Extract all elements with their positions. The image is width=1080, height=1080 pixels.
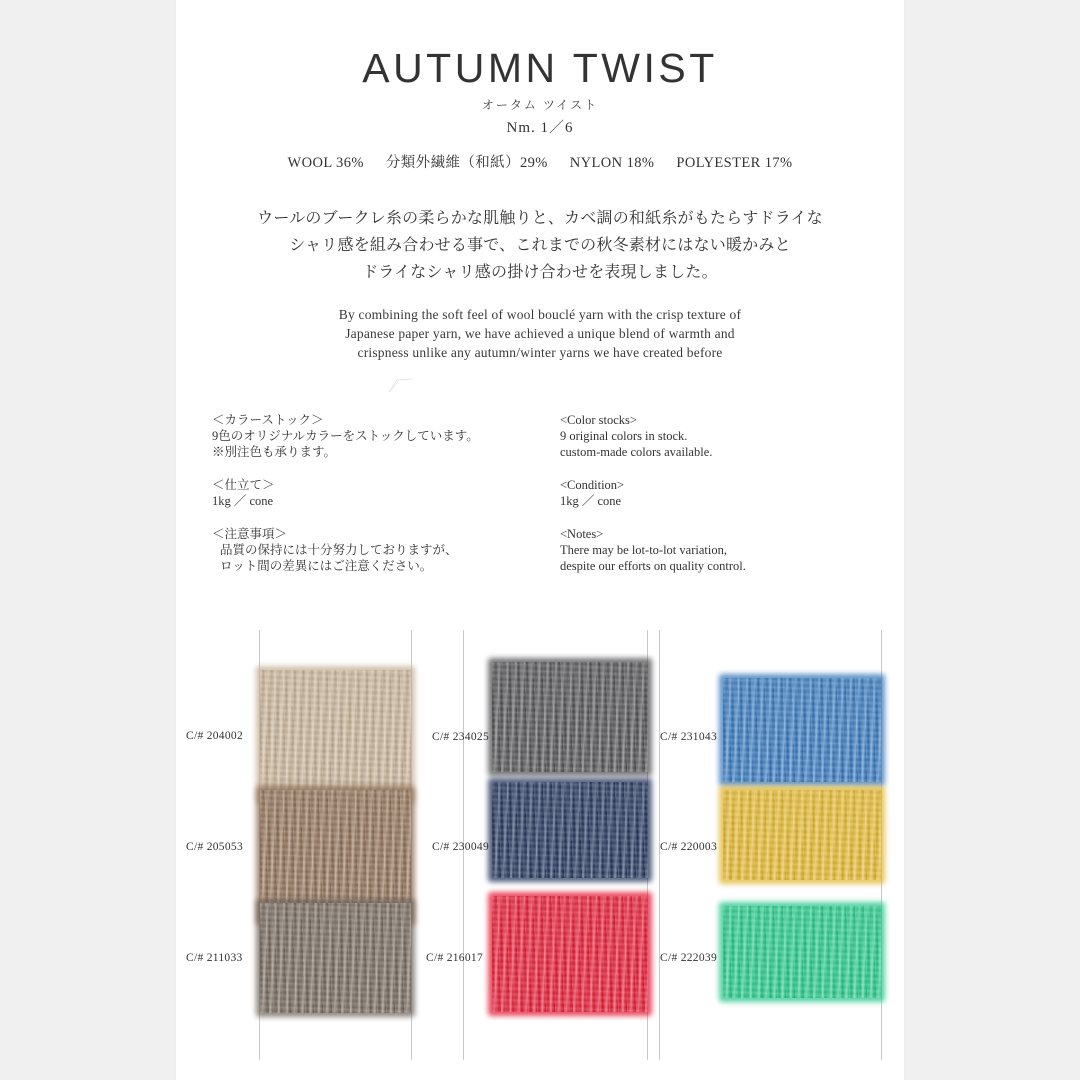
yarn-texture-highlight (260, 670, 411, 800)
swatch-code: C/# 234025 (432, 731, 489, 743)
composition-item-nylon: NYLON 18% (569, 155, 655, 171)
info-line-notes-jp-2: ロット間の差異にはご注意ください。 (220, 559, 433, 573)
description-english-line-1: By combining the soft feel of wool bouclé yarn with the crisp texture of (338, 307, 742, 322)
yarn-swatch[interactable] (260, 670, 411, 800)
info-head-condition-en: <Condition> (560, 478, 625, 492)
swatch-code: C/# 211033 (186, 952, 243, 964)
yarn-texture-highlight (492, 782, 648, 878)
swatch-code: C/# 231043 (660, 731, 717, 743)
composition-item-wool: WOOL 36% (287, 155, 364, 171)
swatch-code: C/# 220003 (660, 841, 717, 853)
page-title-japanese: オータム ツイスト (481, 98, 599, 112)
info-head-color-stock-en: <Color stocks> (560, 413, 637, 427)
swatch-code: C/# 216017 (426, 952, 483, 964)
info-group-color-stock-jp (212, 412, 512, 460)
info-column-english (560, 412, 880, 591)
description-english-line-3: crispness unlike any autumn/winter yarns we have created before (357, 345, 723, 360)
info-line-color-stock-jp-2: ※別注色も承ります。 (212, 445, 337, 459)
description-english (240, 305, 840, 362)
swatch-code: C/# 204002 (186, 730, 243, 742)
info-group-condition-jp (212, 477, 512, 509)
info-head-notes-en: <Notes> (560, 527, 604, 541)
swatch-code: C/# 205053 (186, 841, 243, 853)
yarn-swatch[interactable] (260, 903, 411, 1013)
info-line-color-stock-en-2: custom-made colors available. (560, 445, 713, 459)
corner-mark-icon (388, 378, 414, 394)
yarn-texture-highlight (492, 896, 648, 1012)
composition-item-polyester: POLYESTER 17% (676, 155, 793, 171)
info-group-notes-jp (212, 526, 512, 574)
page-title: AUTUMN TWIST (362, 45, 718, 91)
description-japanese-line-1: ウールのブークレ糸の柔らかな肌触りと、カベ調の和紙糸がもたらすドライな (257, 210, 823, 227)
info-group-color-stock-en (560, 412, 880, 460)
info-head-notes-jp: ＜注意事項＞ (212, 527, 288, 541)
description-japanese-line-3: ドライなシャリ感の掛け合わせを表現しました。 (362, 264, 718, 281)
description-japanese-line-2: シャリ感を組み合わせる事で、これまでの秋冬素材にはない暖かみと (289, 237, 791, 254)
info-head-color-stock-jp: ＜カラーストック＞ (212, 413, 324, 427)
yarn-texture-highlight (260, 903, 411, 1013)
info-group-notes-en (560, 526, 880, 574)
yarn-texture-highlight (723, 790, 881, 880)
info-group-condition-en (560, 477, 880, 509)
info-line-notes-jp-1: 品質の保持には十分努力しておりますが、 (220, 543, 458, 557)
info-line-color-stock-jp-1: 9色のオリジナルカラーをストックしています。 (212, 429, 479, 443)
fiber-composition (176, 151, 904, 172)
swatch-code: C/# 230049 (432, 841, 489, 853)
yarn-swatch[interactable] (723, 906, 881, 998)
composition-item-paper: 分類外繊維（和紙）29% (385, 155, 548, 171)
swatch-code: C/# 222039 (660, 952, 717, 964)
yarn-texture-highlight (723, 906, 881, 998)
info-head-condition-jp: ＜仕立て＞ (212, 478, 275, 492)
info-column-japanese (212, 412, 512, 591)
yarn-spec-sheet (176, 0, 904, 1080)
description-english-line-2: Japanese paper yarn, we have achieved a unique blend of warmth and (345, 326, 735, 341)
info-line-condition-jp-1: 1kg ／ cone (212, 494, 274, 508)
yarn-texture-highlight (723, 678, 881, 782)
yarn-swatch[interactable] (492, 662, 648, 772)
yarn-swatch[interactable] (492, 782, 648, 878)
info-line-notes-en-2: despite our efforts on quality control. (560, 559, 746, 573)
info-line-notes-en-1: There may be lot-to-lot variation, (560, 543, 727, 557)
info-line-color-stock-en-1: 9 original colors in stock. (560, 429, 688, 443)
yarn-swatch[interactable] (723, 790, 881, 880)
yarn-texture-highlight (492, 662, 648, 772)
yarn-swatch[interactable] (723, 678, 881, 782)
info-line-condition-en-1: 1kg ／ cone (560, 494, 622, 508)
description-japanese (240, 205, 840, 286)
yarn-swatch[interactable] (492, 896, 648, 1012)
color-swatch-area (176, 630, 904, 1080)
yarn-count: Nm. 1／6 (506, 120, 574, 136)
